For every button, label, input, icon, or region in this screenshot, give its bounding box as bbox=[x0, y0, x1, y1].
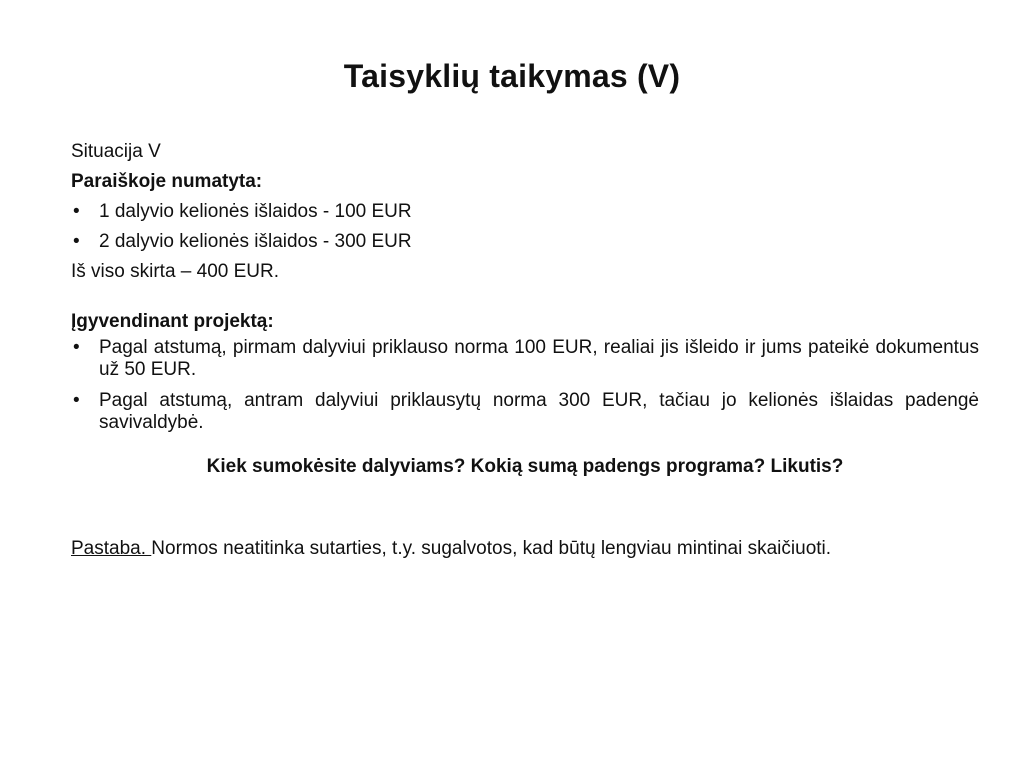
list-item bbox=[71, 227, 979, 257]
list-item bbox=[71, 337, 979, 381]
bullet-icon: • bbox=[73, 337, 80, 358]
question-line: Kiek sumokėsite dalyviams? Kokią sumą padengs programa? Likutis? bbox=[206, 456, 844, 477]
slide-title: Taisyklių taikymas (V) bbox=[343, 58, 681, 94]
slide-body bbox=[71, 137, 979, 564]
implementation-list bbox=[71, 337, 979, 434]
note-line bbox=[71, 534, 979, 564]
planned-heading: Paraiškoje numatyta: bbox=[71, 171, 263, 192]
note-text: Normos neatitinka sutarties, t.y. sugalvotos, kad būtų lengviau mintinai skaičiuoti. bbox=[151, 538, 832, 559]
list-item-text: Pagal atstumą, pirmam dalyviui priklauso norma 100 EUR, realiai jis išleido ir jums pateikė dokumentus už 50 EUR. bbox=[99, 337, 979, 380]
list-item-text: 1 dalyvio kelionės išlaidos - 100 EUR bbox=[99, 201, 412, 222]
situation-label: Situacija V bbox=[71, 141, 161, 162]
bullet-icon: • bbox=[73, 231, 80, 252]
planned-list bbox=[71, 197, 979, 257]
note-label: Pastaba. bbox=[71, 538, 152, 559]
list-item bbox=[71, 197, 979, 227]
list-item-text: Pagal atstumą, antram dalyviui priklausytų norma 300 EUR, tačiau jo kelionės išlaidas padengė savivaldybė. bbox=[99, 390, 979, 433]
total-line: Iš viso skirta – 400 EUR. bbox=[71, 261, 280, 282]
bullet-icon: • bbox=[73, 390, 80, 411]
bullet-icon: • bbox=[73, 201, 80, 222]
list-item-text: 2 dalyvio kelionės išlaidos - 300 EUR bbox=[99, 231, 412, 252]
list-item bbox=[71, 390, 979, 434]
implementation-heading: Įgyvendinant projektą: bbox=[71, 311, 274, 332]
